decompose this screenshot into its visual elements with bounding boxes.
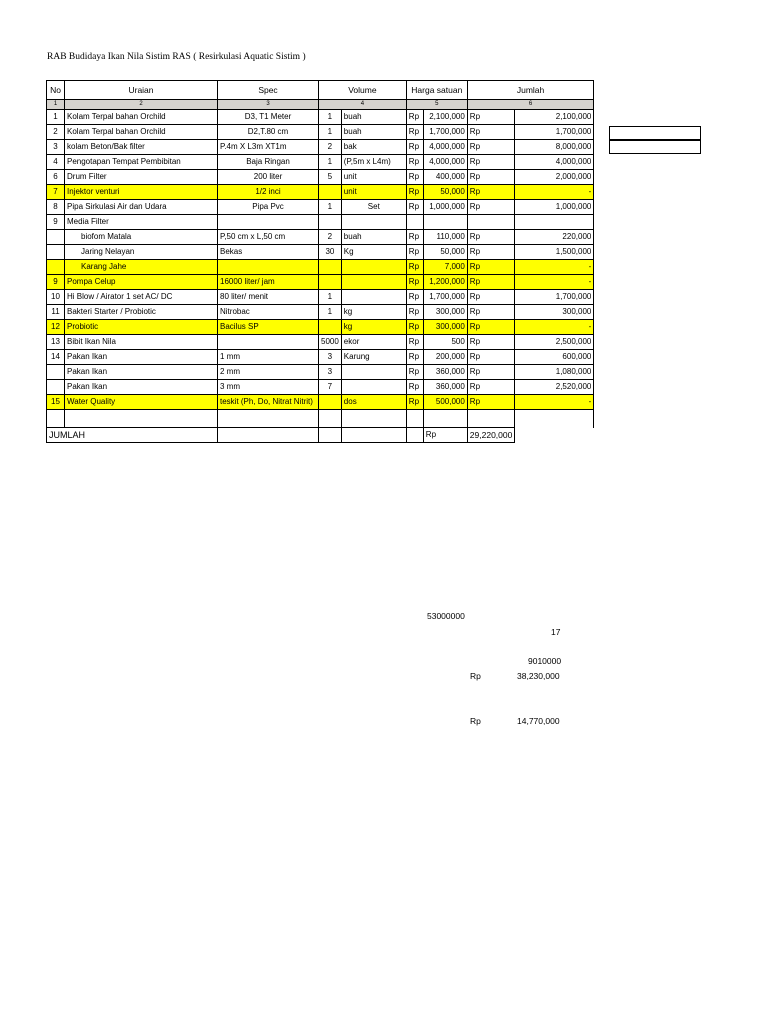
cell-no: 10 — [47, 290, 65, 305]
cell-jumlah: 1,700,000 — [515, 125, 594, 140]
cell-volume — [319, 395, 342, 410]
cell-rp: Rp — [406, 305, 423, 320]
total-label: JUMLAH — [47, 428, 218, 443]
colnum: 5 — [406, 100, 467, 110]
cell-harga: 7,000 — [423, 260, 467, 275]
cell-uraian: Pakan Ikan — [65, 350, 218, 365]
cell-uraian: Hi Blow / Airator 1 set AC/ DC — [65, 290, 218, 305]
cell-uraian: Pakan Ikan — [65, 365, 218, 380]
cell-rp: Rp — [406, 380, 423, 395]
cell-uraian: Karang Jahe — [65, 260, 218, 275]
cell-unit — [341, 290, 406, 305]
cell-no: 4 — [47, 155, 65, 170]
cell-no — [47, 230, 65, 245]
cell-uraian: Probiotic — [65, 320, 218, 335]
cell-harga: 500,000 — [423, 395, 467, 410]
cell-no: 2 — [47, 125, 65, 140]
side-box-1 — [609, 126, 701, 140]
cell-spec: Nitrobac — [218, 305, 319, 320]
cell-volume — [319, 260, 342, 275]
cell-rp: Rp — [406, 245, 423, 260]
cell-harga: 1,700,000 — [423, 290, 467, 305]
cell-unit: Kg — [341, 245, 406, 260]
cell-jumlah: - — [515, 395, 594, 410]
cell-unit — [341, 260, 406, 275]
cell-no — [47, 380, 65, 395]
cell-rp: Rp — [406, 395, 423, 410]
cell-volume: 2 — [319, 230, 342, 245]
cell-volume: 3 — [319, 350, 342, 365]
total-row — [47, 428, 594, 443]
cell-volume: 1 — [319, 110, 342, 125]
cell-jumlah: - — [515, 260, 594, 275]
cell-rp: Rp — [406, 260, 423, 275]
cell-rp: Rp — [406, 170, 423, 185]
cell-rp: Rp — [406, 290, 423, 305]
cell-rp: Rp — [406, 275, 423, 290]
table-row — [47, 125, 594, 140]
cell-volume: 2 — [319, 140, 342, 155]
cell-rp: Rp — [467, 170, 515, 185]
cell-volume: 1 — [319, 125, 342, 140]
cell-rp: Rp — [467, 245, 515, 260]
cell-volume — [319, 275, 342, 290]
header-spec: Spec — [218, 81, 319, 100]
colnum: 6 — [467, 100, 594, 110]
cell-unit — [341, 380, 406, 395]
header-uraian: Uraian — [65, 81, 218, 100]
side-box-2 — [609, 140, 701, 154]
cell-uraian: Bakteri Starter / Probiotic — [65, 305, 218, 320]
colnum: 3 — [218, 100, 319, 110]
header-jumlah: Jumlah — [467, 81, 594, 100]
cell-rp: Rp — [406, 185, 423, 200]
cell-spec: 1/2 inci — [218, 185, 319, 200]
cell-harga: 110,000 — [423, 230, 467, 245]
cell-uraian: Pengotapan Tempat Pembibitan — [65, 155, 218, 170]
sheet-title: RAB Budidaya Ikan Nila Sistim RAS ( Resirkulasi Aquatic Sistim ) — [47, 52, 306, 62]
cell-jumlah: 2,100,000 — [515, 110, 594, 125]
cell-unit: kg — [341, 305, 406, 320]
cell-harga: 1,000,000 — [423, 200, 467, 215]
cell-uraian: kolam Beton/Bak filter — [65, 140, 218, 155]
table-row — [47, 215, 594, 230]
cell-unit: Karung — [341, 350, 406, 365]
total-rp: Rp — [423, 428, 467, 443]
header-row — [47, 81, 594, 100]
empty-cell — [341, 428, 406, 443]
cell-jumlah: 2,520,000 — [515, 380, 594, 395]
table-row — [47, 260, 594, 275]
header-no: No — [47, 81, 65, 100]
cell-jumlah: - — [515, 320, 594, 335]
total-value: 29,220,000 — [467, 428, 515, 443]
cell-no: 15 — [47, 395, 65, 410]
cell-unit: kg — [341, 320, 406, 335]
cell-harga — [423, 215, 467, 230]
cell-spec: 2 mm — [218, 365, 319, 380]
cell-no: 11 — [47, 305, 65, 320]
cell-unit: ekor — [341, 335, 406, 350]
header-volume: Volume — [319, 81, 407, 100]
note-rp-b: Rp — [470, 716, 481, 726]
cell-jumlah: 2,000,000 — [515, 170, 594, 185]
cell-unit — [341, 365, 406, 380]
cell-spec: Pipa Pvc — [218, 200, 319, 215]
column-number-row — [47, 100, 594, 110]
table-row — [47, 200, 594, 215]
cell-volume: 1 — [319, 290, 342, 305]
cell-harga: 1,700,000 — [423, 125, 467, 140]
cell-harga: 2,100,000 — [423, 110, 467, 125]
table-row — [47, 380, 594, 395]
cell-volume: 3 — [319, 365, 342, 380]
cell-rp: Rp — [467, 275, 515, 290]
table-row — [47, 335, 594, 350]
cell-harga: 400,000 — [423, 170, 467, 185]
note-value-b: 14,770,000 — [517, 716, 560, 726]
cell-spec: D3, T1 Meter — [218, 110, 319, 125]
cell-no: 7 — [47, 185, 65, 200]
table-row — [47, 305, 594, 320]
cell-rp: Rp — [467, 230, 515, 245]
cell-rp: Rp — [467, 320, 515, 335]
cell-no: 3 — [47, 140, 65, 155]
cell-uraian: Pompa Celup — [65, 275, 218, 290]
cell-harga: 360,000 — [423, 380, 467, 395]
cell-rp: Rp — [406, 110, 423, 125]
colnum: 4 — [319, 100, 407, 110]
cell-harga: 300,000 — [423, 305, 467, 320]
cell-rp: Rp — [467, 365, 515, 380]
note-value-1: 53000000 — [427, 611, 465, 621]
cell-jumlah: - — [515, 185, 594, 200]
cell-uraian: Drum Filter — [65, 170, 218, 185]
header-harga: Harga satuan — [406, 81, 467, 100]
cell-rp: Rp — [467, 350, 515, 365]
cell-rp: Rp — [467, 140, 515, 155]
cell-unit: (P,5m x L4m) — [341, 155, 406, 170]
cell-rp: Rp — [406, 320, 423, 335]
table-row — [47, 290, 594, 305]
cell-spec: 1 mm — [218, 350, 319, 365]
cell-no — [47, 260, 65, 275]
cell-no — [47, 365, 65, 380]
cell-rp: Rp — [467, 305, 515, 320]
cell-uraian: Bibit Ikan Nila — [65, 335, 218, 350]
cell-uraian: Jaring Nelayan — [65, 245, 218, 260]
cell-rp: Rp — [467, 335, 515, 350]
cell-no — [47, 245, 65, 260]
cell-jumlah: 1,080,000 — [515, 365, 594, 380]
cell-harga: 200,000 — [423, 350, 467, 365]
colnum: 2 — [65, 100, 218, 110]
cell-rp: Rp — [467, 155, 515, 170]
table-row — [47, 170, 594, 185]
cell-spec: P,50 cm x L,50 cm — [218, 230, 319, 245]
cell-rp: Rp — [406, 365, 423, 380]
cell-jumlah: 8,000,000 — [515, 140, 594, 155]
cell-rp: Rp — [467, 290, 515, 305]
empty-cell — [218, 428, 319, 443]
colnum: 1 — [47, 100, 65, 110]
cell-no: 1 — [47, 110, 65, 125]
cell-rp: Rp — [406, 335, 423, 350]
cell-rp: Rp — [406, 155, 423, 170]
table-row — [47, 110, 594, 125]
cell-spec — [218, 260, 319, 275]
cell-harga: 300,000 — [423, 320, 467, 335]
cell-volume: 5000 — [319, 335, 342, 350]
table-row — [47, 155, 594, 170]
cell-volume — [319, 215, 342, 230]
cell-jumlah: - — [515, 275, 594, 290]
cell-volume: 30 — [319, 245, 342, 260]
table-row — [47, 245, 594, 260]
cell-volume: 1 — [319, 305, 342, 320]
cell-rp: Rp — [406, 125, 423, 140]
cell-rp: Rp — [406, 350, 423, 365]
cell-jumlah — [515, 215, 594, 230]
empty-cell — [319, 428, 342, 443]
cell-unit: dos — [341, 395, 406, 410]
cell-uraian: Kolam Terpal bahan Orchild — [65, 110, 218, 125]
cell-harga: 50,000 — [423, 185, 467, 200]
cell-rp: Rp — [467, 125, 515, 140]
cell-jumlah: 1,500,000 — [515, 245, 594, 260]
cell-spec: Baja Ringan — [218, 155, 319, 170]
table-row — [47, 395, 594, 410]
cell-unit — [341, 215, 406, 230]
cell-volume — [319, 320, 342, 335]
cell-volume: 1 — [319, 155, 342, 170]
cell-uraian: Injektor venturi — [65, 185, 218, 200]
cell-no: 14 — [47, 350, 65, 365]
cell-harga: 50,000 — [423, 245, 467, 260]
cell-uraian: Media Filter — [65, 215, 218, 230]
table-row — [47, 320, 594, 335]
cell-rp: Rp — [467, 395, 515, 410]
cell-jumlah: 220,000 — [515, 230, 594, 245]
cell-spec: 200 liter — [218, 170, 319, 185]
cell-unit: bak — [341, 140, 406, 155]
cell-no: 12 — [47, 320, 65, 335]
cell-unit: Set — [341, 200, 406, 215]
cell-jumlah: 4,000,000 — [515, 155, 594, 170]
cell-spec: teskit (Ph, Do, Nitrat Nitrit) — [218, 395, 319, 410]
cell-spec: D2,T.80 cm — [218, 125, 319, 140]
cell-volume: 1 — [319, 200, 342, 215]
cell-jumlah: 300,000 — [515, 305, 594, 320]
cell-unit: buah — [341, 125, 406, 140]
cell-spec: P.4m X L3m XT1m — [218, 140, 319, 155]
cell-uraian: Water Quality — [65, 395, 218, 410]
cell-spec: Bekas — [218, 245, 319, 260]
table-row — [47, 230, 594, 245]
cell-spec — [218, 215, 319, 230]
cell-harga: 360,000 — [423, 365, 467, 380]
cell-no: 9 — [47, 215, 65, 230]
cell-rp — [406, 215, 423, 230]
note-rp-a: Rp — [470, 671, 481, 681]
cell-uraian: Pakan Ikan — [65, 380, 218, 395]
note-value-3: 9010000 — [528, 656, 562, 666]
cell-volume: 7 — [319, 380, 342, 395]
cell-jumlah: 1,000,000 — [515, 200, 594, 215]
cell-rp: Rp — [406, 230, 423, 245]
cell-jumlah: 1,700,000 — [515, 290, 594, 305]
cell-rp: Rp — [406, 200, 423, 215]
cell-no: 6 — [47, 170, 65, 185]
cell-harga: 1,200,000 — [423, 275, 467, 290]
cell-rp: Rp — [467, 200, 515, 215]
cell-harga: 4,000,000 — [423, 155, 467, 170]
cell-jumlah: 600,000 — [515, 350, 594, 365]
cell-unit — [341, 275, 406, 290]
cell-rp: Rp — [467, 260, 515, 275]
empty-cell — [406, 428, 423, 443]
note-value-2: 17 — [551, 627, 561, 637]
cell-uraian: biofom Matala — [65, 230, 218, 245]
table-row — [47, 350, 594, 365]
cell-jumlah: 2,500,000 — [515, 335, 594, 350]
note-value-a: 38,230,000 — [517, 671, 560, 681]
cell-rp — [467, 215, 515, 230]
rab-table — [46, 80, 594, 443]
cell-spec: 80 liter/ menit — [218, 290, 319, 305]
cell-rp: Rp — [467, 185, 515, 200]
cell-no: 8 — [47, 200, 65, 215]
cell-spec: Bacilus SP — [218, 320, 319, 335]
cell-spec: 3 mm — [218, 380, 319, 395]
cell-spec — [218, 335, 319, 350]
table-row — [47, 365, 594, 380]
blank-row — [47, 410, 594, 425]
cell-volume — [319, 185, 342, 200]
cell-unit: unit — [341, 185, 406, 200]
cell-rp: Rp — [406, 140, 423, 155]
table-row — [47, 185, 594, 200]
cell-no: 13 — [47, 335, 65, 350]
cell-harga: 4,000,000 — [423, 140, 467, 155]
cell-no: 9 — [47, 275, 65, 290]
cell-uraian: Pipa Sirkulasi Air dan Udara — [65, 200, 218, 215]
cell-harga: 500 — [423, 335, 467, 350]
cell-unit: buah — [341, 110, 406, 125]
cell-rp: Rp — [467, 380, 515, 395]
cell-unit: unit — [341, 170, 406, 185]
table-row — [47, 140, 594, 155]
cell-spec: 16000 liter/ jam — [218, 275, 319, 290]
cell-unit: buah — [341, 230, 406, 245]
table-row — [47, 275, 594, 290]
cell-volume: 5 — [319, 170, 342, 185]
cell-rp: Rp — [467, 110, 515, 125]
cell-uraian: Kolam Terpal bahan Orchild — [65, 125, 218, 140]
